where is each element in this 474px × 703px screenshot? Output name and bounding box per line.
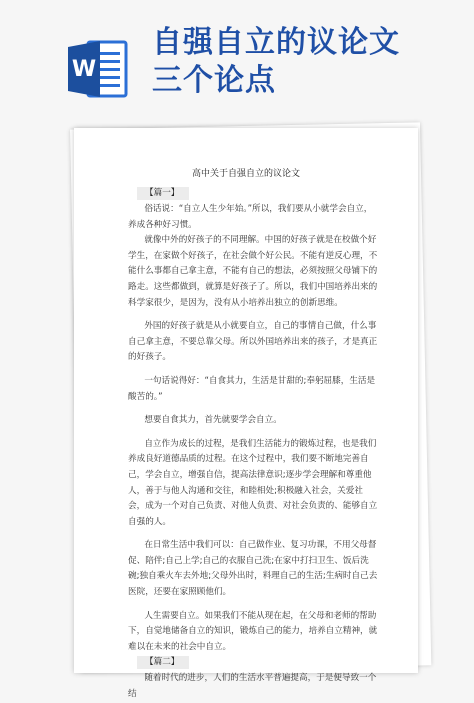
svg-text:W: W <box>71 57 97 82</box>
paragraph: 一句话说得好：“自食其力，生活是甘甜的;奉躬屈膝，生活是酸苦的。” <box>128 375 376 402</box>
page-header <box>0 0 474 112</box>
page-title <box>152 24 462 100</box>
paragraph: 俗话说：“自立人生少年始。”所以，我们要从小就学会自立，养成各种好习惯。 <box>128 204 373 230</box>
section-label-2: 【篇二】 <box>137 656 189 669</box>
title-line-2: 三个论点 <box>152 63 276 98</box>
word-document-icon <box>66 38 130 100</box>
paragraph: 人生需要自立。如果我们不能从现在起，在父母和老师的帮助下，自觉地储备自立的知识，锻炼自己的能力，培养自立精神，就难以在未来的社会中自立。 <box>128 610 378 652</box>
document-body <box>128 186 378 703</box>
paragraph: 就像中外的好孩子的不同理解。中国的好孩子就是在校做个好学生，在家做个好孩子，在社会做个好公民。不能有逆反心理，不能什么事都自己拿主意，不能有自己的想法，必须按照父母铺下的路走。这些都做到，就算是好孩子了。所以，我们中国培养出来的科学家很少，是因为，没有从小培养出独立的创新思维。 <box>128 235 378 308</box>
paragraph: 随着时代的进步，人们的生活水平普遍提高，于是便导致一个结 <box>128 673 377 700</box>
title-line-1: 自强自立的议论文 <box>152 25 400 60</box>
paragraph: 外国的好孩子就是从小就要自立，自己的事情自己做，什么事自己拿主意，不要总靠父母。所以外国培养出来的孩子，才是真正的好孩子。 <box>128 321 378 363</box>
paragraph: 自立作为成长的过程，是我们生活能力的锻炼过程，也是我们养成良好道德品质的过程。在这个过程中，我们要不断地完善自己，学会自立，增强自信，提高法律意识;逐步学会理解和尊重他人，善于与他人沟通和交往，和睦相处;积极融入社会，关爱社会，成为一个对自己负责、对他人负责、对社会负责的、能够自立自强的人。 <box>128 438 378 527</box>
document-title: 高中关于自强自立的议论文 <box>191 169 300 179</box>
paragraph: 在日常生活中我们可以：自己做作业、复习功课，不用父母督促、陪伴;自己上学;自己的衣服自己洗;在家中打扫卫生、饭后洗碗;独自乘火车去外地;父母外出时，料理自己的生活;生病时自己去医院，还要在家照顾他们。 <box>128 540 378 598</box>
document-page <box>74 128 418 700</box>
paragraph: 想要自食其力，首先就要学会自立。 <box>144 415 282 426</box>
section-label-1: 【篇一】 <box>137 187 189 200</box>
